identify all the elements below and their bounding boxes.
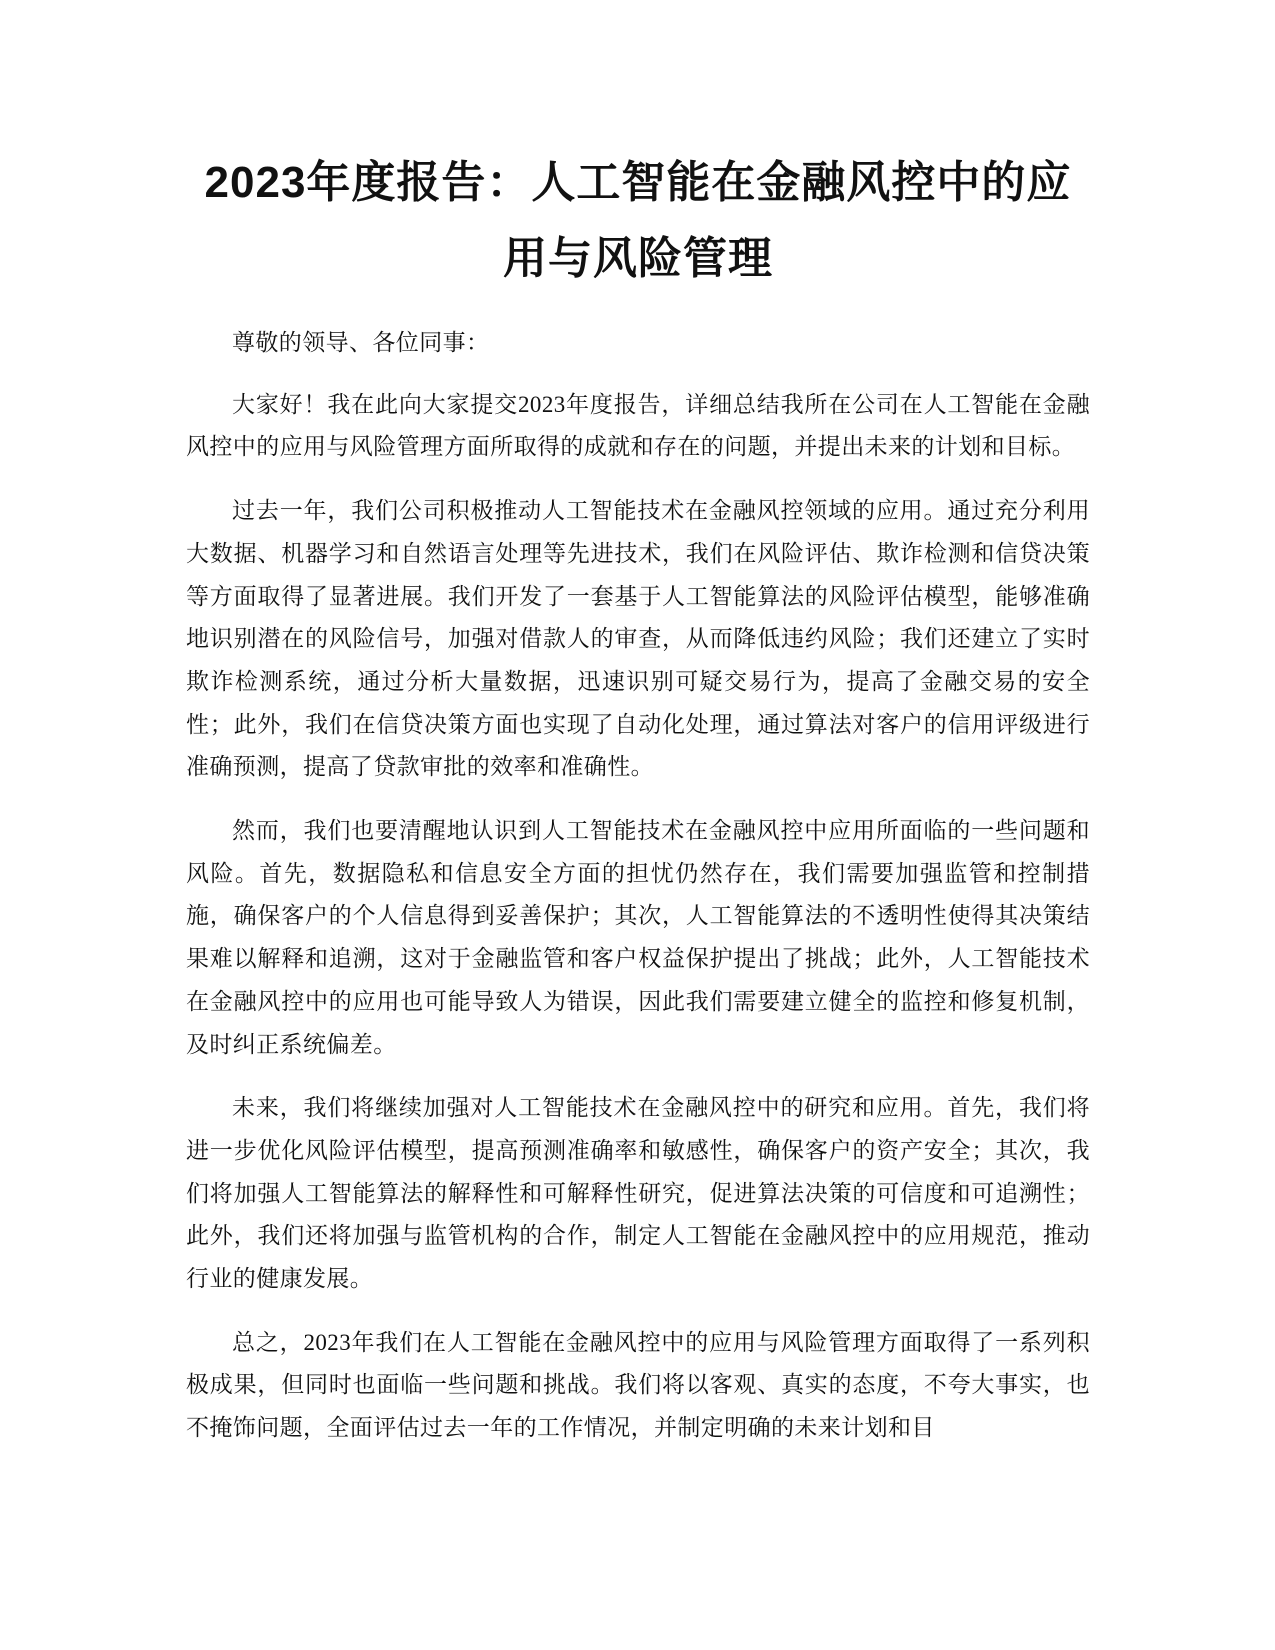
document-title: 2023年度报告：人工智能在金融风控中的应用与风险管理 [204,158,1072,283]
paragraph-intro: 大家好！我在此向大家提交2023年度报告，详细总结我所在公司在人工智能在金融风控中的应用与风险管理方面所取得的成就和存在的问题，并提出未来的计划和目标。 [186,391,1090,460]
paragraph-achievements: 过去一年，我们公司积极推动人工智能技术在金融风控领域的应用。通过充分利用大数据、机器学习和自然语言处理等先进技术，我们在风险评估、欺诈检测和信贷决策等方面取得了显著进展。我们开发了一套基于人工智能算法的风险评估模型，能够准确地识别潜在的风险信号，加强对借款人的审查，从而降低违约风险；我们还建立了实时欺诈检测系统，通过分析大量数据，迅速识别可疑交易行为，提高了金融交易的安全性；此外，我们在信贷决策方面也实现了自动化处理，通过算法对客户的信用评级进行准确预测，提高了贷款审批的效率和准确性。 [186,498,1090,780]
document-page [186,145,1090,1471]
paragraph-conclusion: 总之，2023年我们在人工智能在金融风控中的应用与风险管理方面取得了一系列积极成果，但同时也面临一些问题和挑战。我们将以客观、真实的态度，不夸大事实，也不掩饰问题，全面评估过去一年的工作情况，并制定明确的未来计划和目 [186,1329,1090,1441]
paragraph-problems: 然而，我们也要清醒地认识到人工智能技术在金融风控中应用所面临的一些问题和风险。首先，数据隐私和信息安全方面的担忧仍然存在，我们需要加强监管和控制措施，确保客户的个人信息得到妥善保护；其次，人工智能算法的不透明性使得其决策结果难以解释和追溯，这对于金融监管和客户权益保护提出了挑战；此外，人工智能技术在金融风控中的应用也可能导致人为错误，因此我们需要建立健全的监控和修复机制，及时纠正系统偏差。 [186,818,1090,1057]
paragraph-future-plans: 未来，我们将继续加强对人工智能技术在金融风控中的研究和应用。首先，我们将进一步优化风险评估模型，提高预测准确率和敏感性，确保客户的资产安全；其次，我们将加强人工智能算法的解释性和可解释性研究，促进算法决策的可信度和可追溯性；此外，我们还将加强与监管机构的合作，制定人工智能在金融风控中的应用规范，推动行业的健康发展。 [186,1095,1090,1292]
salutation: 尊敬的领导、各位同事： [232,330,490,355]
